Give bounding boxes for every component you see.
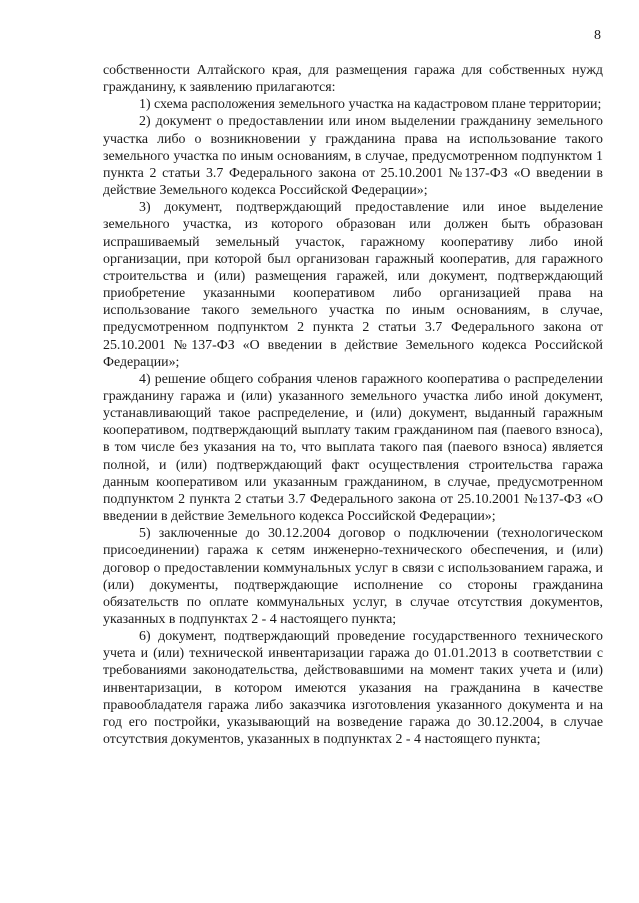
paragraph-item-5: 5) заключенные до 30.12.2004 договор о подключении (технологическом присоединении) гаража к сетям инженерно-технического обеспечения, и (или) договор о предоставлении коммунальных услуг в связи с использованием гаража, и (или) документы, подтверждающие исполнение со стороны гражданина обязательств по оплате коммунальных услуг, в случае отсутствия документов, указанных в подпунктах 2 - 4 настоящего пункта;: [103, 526, 603, 627]
page-number: 8: [594, 28, 601, 43]
paragraph-item-4: 4) решение общего собрания членов гаражного кооператива о распределении гражданину гаража и (или) указанного земельного участка либо иной документ, устанавливающий такое распределение, и (или) документ, выданный гаражным кооперативом, подтверждающий выплату таким гражданином пая (паевого взноса), в том числе без указания на то, что выплата такого пая (паевого взноса) является полной, и (или) подтверждающий факт осуществления строительства гаража данным кооперативом или указанным гражданином, в случае, предусмотренном подпунктом 2 пункта 2 статьи 3.7 Федерального закона от 25.10.2001 №137-ФЗ «О введении в действие Земельного кодекса Российской Федерации»;: [103, 371, 603, 525]
paragraph-item-1: 1) схема расположения земельного участка на кадастровом плане территории;: [139, 97, 602, 113]
paragraph-item-6: 6) документ, подтверждающий проведение государственного технического учета и (или) технической инвентаризации гаража до 01.01.2013 в соответствии с требованиями законодательства, действовавшими на момент таких учета и (или) инвентаризации, в котором имеются указания на гражданина в качестве правообладателя гаража либо заказчика изготовления указанного документа и на год его постройки, указывающий на возведение гаража до 30.12.2004, в случае отсутствия документов, указанных в подпунктах 2 - 4 настоящего пункта;: [103, 629, 603, 748]
paragraph-item-3: 3) документ, подтверждающий предоставление или иное выделение земельного участка, из которого образован или должен быть образован испрашиваемый земельный участок, гаражному кооперативу либо иной организации, при которой был организован гаражный кооператив, для гаражного строительства и (или) размещения гаражей, или документ, подтверждающий приобретение указанными кооперативом либо организацией права на использование такого земельного участка по иным основаниям, в случае, предусмотренном подпунктом 2 пункта 2 статьи 3.7 Федерального закона от 25.10.2001 №137-ФЗ «О введении в действие Земельного кодекса Российской Федерации»;: [103, 200, 603, 370]
paragraph-intro: собственности Алтайского края, для размещения гаража для собственных нужд гражданину, к заявлению прилагаются:: [103, 63, 603, 96]
document-body: [103, 62, 603, 748]
paragraph-item-2: 2) документ о предоставлении или ином выделении гражданину земельного участка либо о возникновении у гражданина права на использование такого земельного участка по иным основаниям, в случае, предусмотренном подпунктом 1 пункта 2 статьи 3.7 Федерального закона от 25.10.2001 №137-ФЗ «О введении в действие Земельного кодекса Российской Федерации»;: [103, 114, 603, 199]
